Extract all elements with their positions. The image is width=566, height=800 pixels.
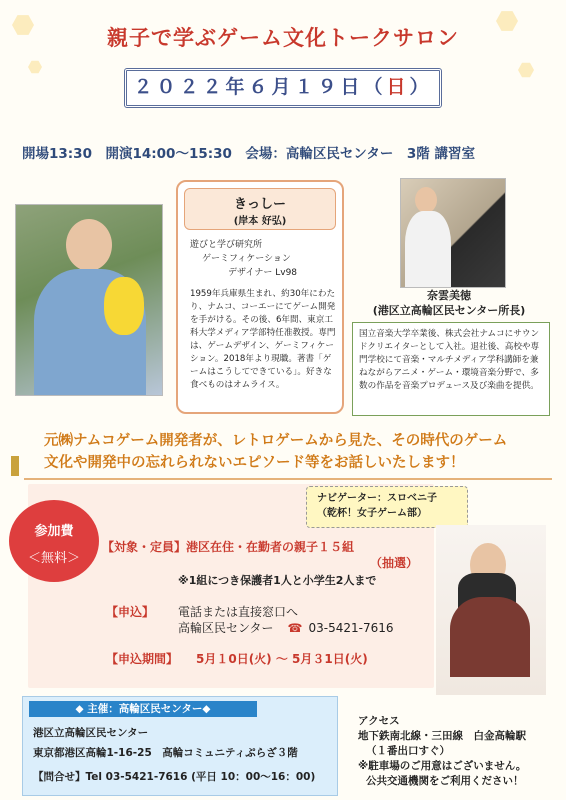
event-date	[124, 68, 442, 108]
lead-line: 文化や開発中の忘れられないエピソード等をお話しいたします！	[44, 455, 465, 471]
fee-title: 参加費	[34, 524, 74, 539]
organizer-name: 港区立高輪区民センター	[33, 727, 149, 739]
fee-badge	[9, 500, 99, 582]
affiliation-line: デザイナー Lv98	[228, 268, 298, 278]
organizer-contact: 【問合せ】Tel 03-5421-7616 (平日 10：00～16：00)	[33, 771, 316, 783]
date-weekday: 日	[386, 76, 410, 98]
apply-label: 【申込】	[106, 605, 155, 619]
speaker-card	[176, 180, 344, 414]
navigator-group: （乾杯！女子ゲーム部）	[317, 508, 427, 519]
apply-label-row	[106, 603, 154, 620]
lead-text	[44, 430, 544, 474]
schedule-line: 開場13:30 開演14:00～15:30 会場：高輪区民センター 3階 講習室	[22, 146, 475, 162]
speaker-photo	[15, 204, 163, 396]
divider	[24, 478, 552, 480]
apply-line2-row	[178, 619, 394, 636]
access-line: 公共交通機関をご利用ください！	[366, 775, 524, 787]
speaker-bio: 1959年兵庫県生まれ、約30年にわたり、ナムコ、コーエーにてゲーム開発を手がける。その後、6年間、東京工科大学メディア学部特任准教授。専門は、ゲームデザイン、ゲーミフィケーション。2018年より現職。著書「ゲームはこうしてできている」。好きな食べものはオムライス。	[190, 289, 336, 390]
speaker-name: きっしー	[233, 197, 286, 212]
navigator-name: ナビゲーター：スロベニ子	[317, 493, 437, 504]
organizer-box	[22, 696, 338, 796]
target-value: 港区在住・在勤者の親子１５組	[186, 540, 355, 554]
access-line: （１番出口すぐ）	[366, 745, 450, 757]
affiliation-line: ゲーミフィケーション	[202, 254, 291, 264]
decor-bar	[11, 456, 19, 476]
date-text: ２０２２年６月１９日（	[133, 76, 387, 98]
fee-value: ＜無料＞	[27, 551, 80, 566]
speaker-affiliation	[190, 238, 297, 280]
page-title: 親子で学ぶゲーム文化トークサロン	[107, 26, 459, 50]
date-close: ）	[409, 76, 433, 98]
access-info	[358, 714, 558, 789]
organizer-heading: ◆ 主催：高輪区民センター◆	[29, 701, 257, 717]
apply-line1: 電話または直接窓口へ	[178, 605, 299, 619]
apply-place: 高輪区民センター	[178, 621, 274, 635]
period-label: 【申込期間】	[106, 652, 179, 666]
affiliation-line: 遊びと学び研究所	[190, 240, 263, 250]
lead-line: 元㈱ナムコゲーム開発者が、レトロゲームから見た、その時代のゲーム	[44, 433, 508, 449]
period-label-row	[106, 650, 178, 667]
decor-hexagon	[518, 62, 534, 78]
guest-heading	[354, 288, 544, 318]
access-line: ※駐車場のご用意はございません。	[358, 760, 527, 772]
access-line: 地下鉄南北線・三田線 白金高輪駅	[358, 730, 526, 742]
access-title: アクセス	[358, 715, 400, 727]
navigator-photo	[436, 525, 546, 695]
target-note: （抽選）	[370, 556, 419, 570]
period-value: 5月１0日(火) ～ 5月３1日(火)	[196, 652, 368, 666]
phone-icon: ☎	[287, 621, 303, 635]
target-sub: ※1組につき保護者1人と小学生2人まで	[178, 574, 377, 587]
organizer-address: 東京都港区高輪1-16-25 高輪コミュニティぷらざ３階	[33, 747, 298, 759]
guest-role: (港区立高輪区民センター所長)	[372, 304, 526, 317]
guest-photo	[400, 178, 506, 288]
navigator-box	[306, 486, 468, 528]
speaker-reading: (岸本 好弘)	[233, 216, 287, 227]
guest-bio: 国立音楽大学卒業後、株式会社ナムコにサウンドクリエイターとして入社。退社後、高校や専門学校にて音楽・マルチメディア学科講師を兼ねながらアニメ・ゲーム・環境音楽分野で、多数の作品を音楽プロデュース及び楽曲を提供。	[352, 322, 550, 416]
apply-phone[interactable]: 03-5421-7616	[308, 621, 394, 635]
decor-hexagon	[28, 60, 42, 74]
guest-name: 奈雲美徳	[427, 289, 471, 302]
target-row	[102, 538, 354, 555]
target-label: 【対象・定員】	[102, 540, 187, 554]
speaker-name-box	[184, 188, 336, 230]
